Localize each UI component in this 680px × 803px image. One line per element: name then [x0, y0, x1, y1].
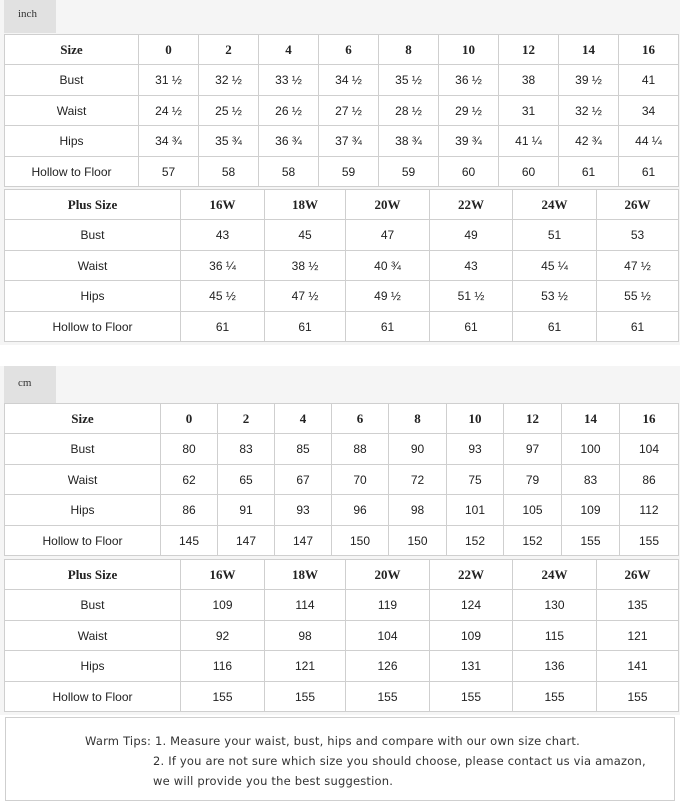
table-cell: 49 ½ — [346, 281, 430, 312]
header-cell: 8 — [389, 404, 447, 434]
header-cell: 24W — [513, 190, 597, 220]
table-cell: 61 — [346, 312, 430, 342]
table-cell: 115 — [513, 621, 597, 651]
table-cell: 39 ½ — [559, 65, 619, 96]
table-cell: 61 — [181, 312, 265, 342]
row-label-cell: Waist — [5, 465, 161, 495]
table-row — [5, 651, 679, 682]
table-cell: 91 — [218, 495, 275, 526]
table-cell: 141 — [597, 651, 679, 682]
table-cell: 31 — [499, 96, 559, 126]
table-row — [5, 126, 679, 157]
header-cell: 0 — [139, 35, 199, 65]
table-cell: 34 — [619, 96, 679, 126]
table-cell: 37 ¾ — [319, 126, 379, 157]
table-cell: 86 — [161, 495, 218, 526]
inch-plus-size-table — [4, 189, 679, 342]
table-cell: 98 — [265, 621, 346, 651]
table-cell: 147 — [218, 526, 275, 556]
table-row — [5, 251, 679, 281]
table-cell: 155 — [562, 526, 620, 556]
table-cell: 88 — [332, 434, 389, 465]
table-row — [5, 590, 679, 621]
table-cell: 43 — [181, 220, 265, 251]
table-cell: 67 — [275, 465, 332, 495]
row-label-cell: Hollow to Floor — [5, 312, 181, 342]
table-cell: 51 — [513, 220, 597, 251]
table-cell: 96 — [332, 495, 389, 526]
table-cell: 24 ½ — [139, 96, 199, 126]
header-cell: 4 — [275, 404, 332, 434]
header-cell: 20W — [346, 560, 430, 590]
table-cell: 121 — [265, 651, 346, 682]
warm-tips-line-3: we will provide you the best suggestion. — [153, 774, 394, 788]
row-label-cell: Waist — [5, 251, 181, 281]
table-cell: 90 — [389, 434, 447, 465]
table-cell: 109 — [181, 590, 265, 621]
row-label-cell: Hollow to Floor — [5, 682, 181, 712]
table-cell: 61 — [597, 312, 679, 342]
row-label-cell: Hips — [5, 281, 181, 312]
table-cell: 104 — [346, 621, 430, 651]
table-cell: 44 ¼ — [619, 126, 679, 157]
header-cell: 16 — [620, 404, 679, 434]
table-cell: 27 ½ — [319, 96, 379, 126]
table-cell: 97 — [504, 434, 562, 465]
table-cell: 72 — [389, 465, 447, 495]
header-cell: 16W — [181, 560, 265, 590]
header-cell: 18W — [265, 190, 346, 220]
table-cell: 61 — [559, 157, 619, 187]
table-cell: 135 — [597, 590, 679, 621]
table-cell: 35 ½ — [379, 65, 439, 96]
row-label-cell: Bust — [5, 65, 139, 96]
table-cell: 42 ¾ — [559, 126, 619, 157]
table-cell: 61 — [430, 312, 513, 342]
table-row — [5, 495, 679, 526]
header-cell: 6 — [319, 35, 379, 65]
table-cell: 155 — [597, 682, 679, 712]
header-cell: 0 — [161, 404, 218, 434]
table-cell: 155 — [430, 682, 513, 712]
header-cell: Size — [5, 404, 161, 434]
table-header-row — [5, 190, 679, 220]
table-cell: 101 — [447, 495, 504, 526]
table-cell: 126 — [346, 651, 430, 682]
table-row — [5, 281, 679, 312]
table-cell: 116 — [181, 651, 265, 682]
table-cell: 83 — [562, 465, 620, 495]
table-cell: 33 ½ — [259, 65, 319, 96]
row-label-cell: Bust — [5, 434, 161, 465]
row-label-cell: Hips — [5, 126, 139, 157]
table-cell: 25 ½ — [199, 96, 259, 126]
table-row — [5, 621, 679, 651]
table-cell: 112 — [620, 495, 679, 526]
table-cell: 38 — [499, 65, 559, 96]
table-cell: 114 — [265, 590, 346, 621]
table-cell: 58 — [199, 157, 259, 187]
table-cell: 43 — [430, 251, 513, 281]
table-cell: 155 — [620, 526, 679, 556]
table-cell: 47 ½ — [597, 251, 679, 281]
table-cell: 65 — [218, 465, 275, 495]
table-cell: 61 — [513, 312, 597, 342]
table-cell: 80 — [161, 434, 218, 465]
table-cell: 124 — [430, 590, 513, 621]
header-cell: 16 — [619, 35, 679, 65]
header-cell: 18W — [265, 560, 346, 590]
row-label-cell: Hips — [5, 495, 161, 526]
table-cell: 28 ½ — [379, 96, 439, 126]
table-header-row — [5, 404, 679, 434]
table-header-row — [5, 560, 679, 590]
table-cell: 86 — [620, 465, 679, 495]
table-cell: 150 — [332, 526, 389, 556]
table-cell: 93 — [275, 495, 332, 526]
header-cell: 6 — [332, 404, 389, 434]
table-cell: 60 — [439, 157, 499, 187]
header-cell: 10 — [439, 35, 499, 65]
table-cell: 136 — [513, 651, 597, 682]
table-row — [5, 465, 679, 495]
table-cell: 38 ½ — [265, 251, 346, 281]
header-cell: 22W — [430, 560, 513, 590]
inch-tab: inch — [4, 0, 56, 33]
header-cell: Plus Size — [5, 560, 181, 590]
header-cell: 2 — [218, 404, 275, 434]
table-cell: 109 — [430, 621, 513, 651]
header-cell: 2 — [199, 35, 259, 65]
cm-plus-size-table — [4, 559, 679, 712]
header-cell: Plus Size — [5, 190, 181, 220]
table-cell: 105 — [504, 495, 562, 526]
table-row — [5, 157, 679, 187]
warm-tips-line-1: Warm Tips: 1. Measure your waist, bust, hips and compare with our own size chart. — [85, 734, 580, 748]
table-cell: 35 ¾ — [199, 126, 259, 157]
table-cell: 93 — [447, 434, 504, 465]
header-cell: 14 — [559, 35, 619, 65]
table-cell: 60 — [499, 157, 559, 187]
table-cell: 53 ½ — [513, 281, 597, 312]
table-cell: 79 — [504, 465, 562, 495]
table-cell: 51 ½ — [430, 281, 513, 312]
header-cell: 26W — [597, 560, 679, 590]
warm-tips-line-2: 2. If you are not sure which size you should choose, please contact us via amazon, — [153, 754, 646, 768]
table-cell: 104 — [620, 434, 679, 465]
cm-standard-size-table — [4, 403, 679, 556]
table-cell: 75 — [447, 465, 504, 495]
table-cell: 47 ½ — [265, 281, 346, 312]
table-cell: 34 ½ — [319, 65, 379, 96]
row-label-cell: Bust — [5, 590, 181, 621]
row-label-cell: Waist — [5, 621, 181, 651]
header-cell: 24W — [513, 560, 597, 590]
inch-standard-size-table — [4, 34, 679, 187]
table-cell: 53 — [597, 220, 679, 251]
table-row — [5, 312, 679, 342]
table-cell: 85 — [275, 434, 332, 465]
table-cell: 45 — [265, 220, 346, 251]
row-label-cell: Bust — [5, 220, 181, 251]
table-row — [5, 682, 679, 712]
table-cell: 36 ¼ — [181, 251, 265, 281]
table-cell: 36 ¾ — [259, 126, 319, 157]
row-label-cell: Waist — [5, 96, 139, 126]
header-cell: 16W — [181, 190, 265, 220]
table-cell: 29 ½ — [439, 96, 499, 126]
table-cell: 57 — [139, 157, 199, 187]
table-cell: 32 ½ — [199, 65, 259, 96]
table-cell: 70 — [332, 465, 389, 495]
table-cell: 155 — [513, 682, 597, 712]
table-cell: 45 ¼ — [513, 251, 597, 281]
header-cell: 12 — [499, 35, 559, 65]
cm-tab: cm — [4, 366, 56, 403]
header-cell: 12 — [504, 404, 562, 434]
table-cell: 119 — [346, 590, 430, 621]
table-cell: 98 — [389, 495, 447, 526]
table-cell: 26 ½ — [259, 96, 319, 126]
table-cell: 41 ¼ — [499, 126, 559, 157]
table-cell: 61 — [265, 312, 346, 342]
header-cell: 14 — [562, 404, 620, 434]
header-cell: 4 — [259, 35, 319, 65]
table-cell: 150 — [389, 526, 447, 556]
header-cell: 8 — [379, 35, 439, 65]
table-cell: 58 — [259, 157, 319, 187]
table-cell: 32 ½ — [559, 96, 619, 126]
table-cell: 31 ½ — [139, 65, 199, 96]
header-cell: 26W — [597, 190, 679, 220]
table-cell: 152 — [447, 526, 504, 556]
table-row — [5, 65, 679, 96]
header-cell: Size — [5, 35, 139, 65]
table-cell: 59 — [379, 157, 439, 187]
row-label-cell: Hollow to Floor — [5, 526, 161, 556]
table-cell: 155 — [265, 682, 346, 712]
row-label-cell: Hollow to Floor — [5, 157, 139, 187]
table-cell: 36 ½ — [439, 65, 499, 96]
table-cell: 100 — [562, 434, 620, 465]
header-cell: 22W — [430, 190, 513, 220]
header-cell: 10 — [447, 404, 504, 434]
table-cell: 62 — [161, 465, 218, 495]
table-cell: 147 — [275, 526, 332, 556]
table-cell: 38 ¾ — [379, 126, 439, 157]
table-cell: 47 — [346, 220, 430, 251]
table-cell: 61 — [619, 157, 679, 187]
table-cell: 92 — [181, 621, 265, 651]
table-cell: 49 — [430, 220, 513, 251]
table-cell: 145 — [161, 526, 218, 556]
table-row — [5, 220, 679, 251]
table-cell: 45 ½ — [181, 281, 265, 312]
table-row — [5, 526, 679, 556]
table-cell: 109 — [562, 495, 620, 526]
table-cell: 55 ½ — [597, 281, 679, 312]
table-cell: 121 — [597, 621, 679, 651]
table-cell: 152 — [504, 526, 562, 556]
table-cell: 83 — [218, 434, 275, 465]
table-row — [5, 434, 679, 465]
table-cell: 131 — [430, 651, 513, 682]
row-label-cell: Hips — [5, 651, 181, 682]
table-cell: 155 — [181, 682, 265, 712]
warm-tips-box — [5, 717, 675, 801]
table-cell: 39 ¾ — [439, 126, 499, 157]
table-cell: 59 — [319, 157, 379, 187]
table-cell: 34 ¾ — [139, 126, 199, 157]
table-header-row — [5, 35, 679, 65]
table-cell: 40 ¾ — [346, 251, 430, 281]
table-cell: 155 — [346, 682, 430, 712]
header-cell: 20W — [346, 190, 430, 220]
table-cell: 130 — [513, 590, 597, 621]
table-cell: 41 — [619, 65, 679, 96]
table-row — [5, 96, 679, 126]
